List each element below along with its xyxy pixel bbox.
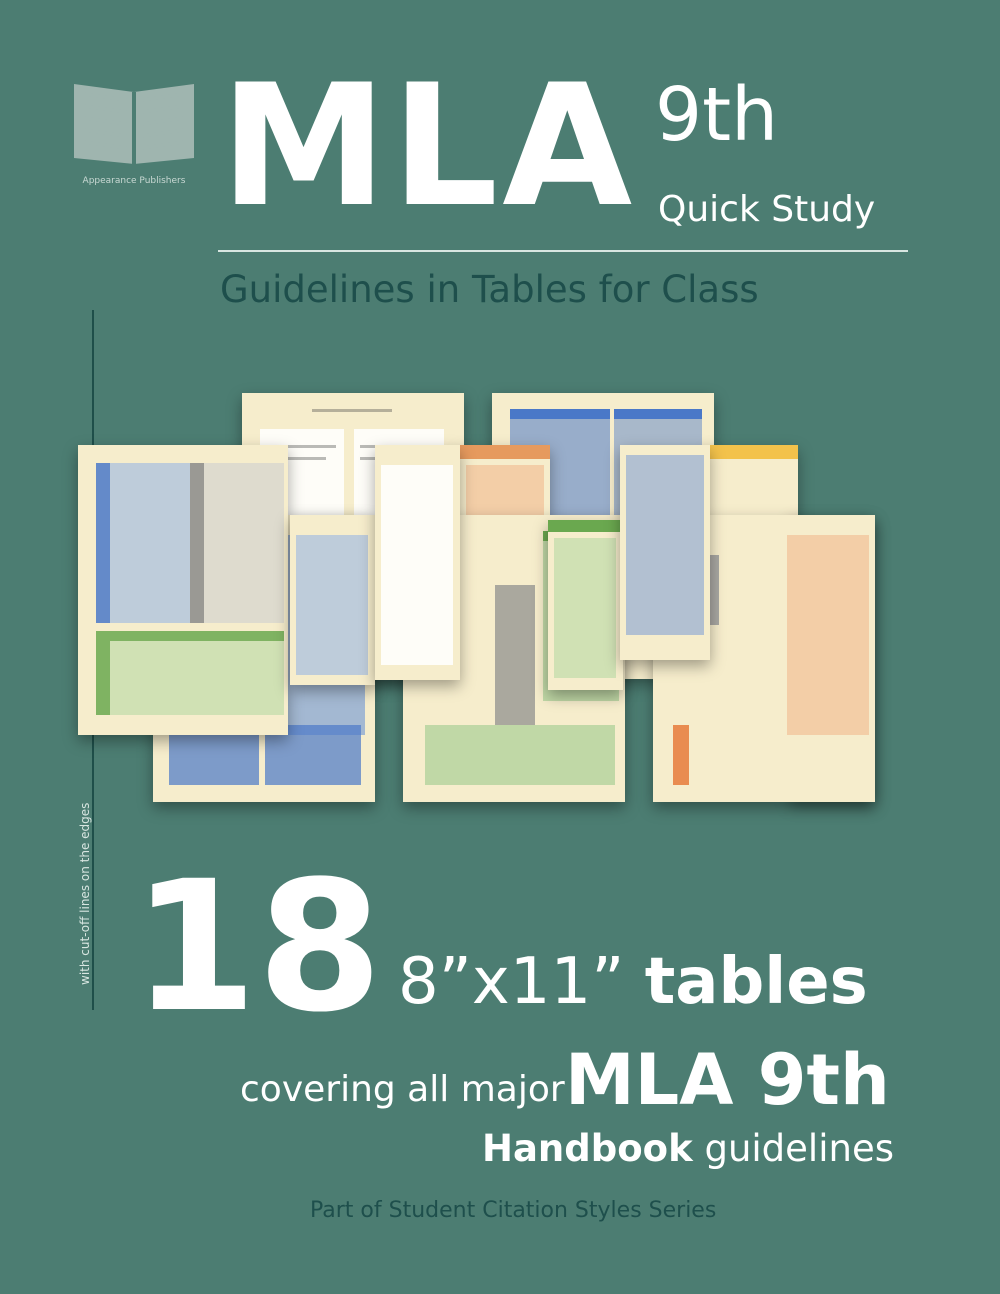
title-tagline: Quick Study — [658, 189, 876, 230]
title-main: MLA — [220, 48, 637, 244]
sample-sheet — [403, 515, 625, 802]
sample-sheet — [78, 445, 288, 735]
sample-sheet — [290, 515, 375, 685]
handbook-line — [482, 1127, 894, 1170]
vertical-rule — [92, 310, 94, 1010]
title-edition: 9th — [655, 72, 778, 158]
sample-sheet — [375, 445, 460, 680]
side-note: with cut-off lines on the edges — [78, 802, 92, 985]
table-count: 18 — [132, 843, 383, 1052]
sample-sheet — [460, 445, 550, 715]
sample-sheet — [790, 515, 874, 800]
sample-sheet — [653, 515, 875, 802]
sample-sheet — [708, 445, 798, 715]
table-unit: tables — [644, 945, 868, 1019]
sample-sheet — [242, 393, 464, 679]
title-divider — [218, 250, 908, 252]
table-dimensions: 8”x11” — [398, 945, 625, 1019]
sample-sheet — [620, 445, 710, 660]
table-size-line — [398, 945, 868, 1019]
sample-sheet — [492, 393, 714, 679]
publisher-name: Appearance Publishers — [82, 176, 186, 186]
sample-sheet — [548, 520, 623, 690]
covering-text: covering all major — [240, 1069, 565, 1110]
subtitle: Guidelines in Tables for Class — [220, 268, 759, 311]
mla-9th-highlight: MLA 9th — [565, 1039, 890, 1121]
guidelines-word: guidelines — [704, 1127, 894, 1170]
series-note: Part of Student Citation Styles Series — [310, 1198, 717, 1223]
open-book-icon — [64, 80, 204, 172]
handbook-word: Handbook — [482, 1127, 693, 1170]
sample-sheet — [153, 515, 375, 802]
publisher-logo — [64, 80, 204, 190]
